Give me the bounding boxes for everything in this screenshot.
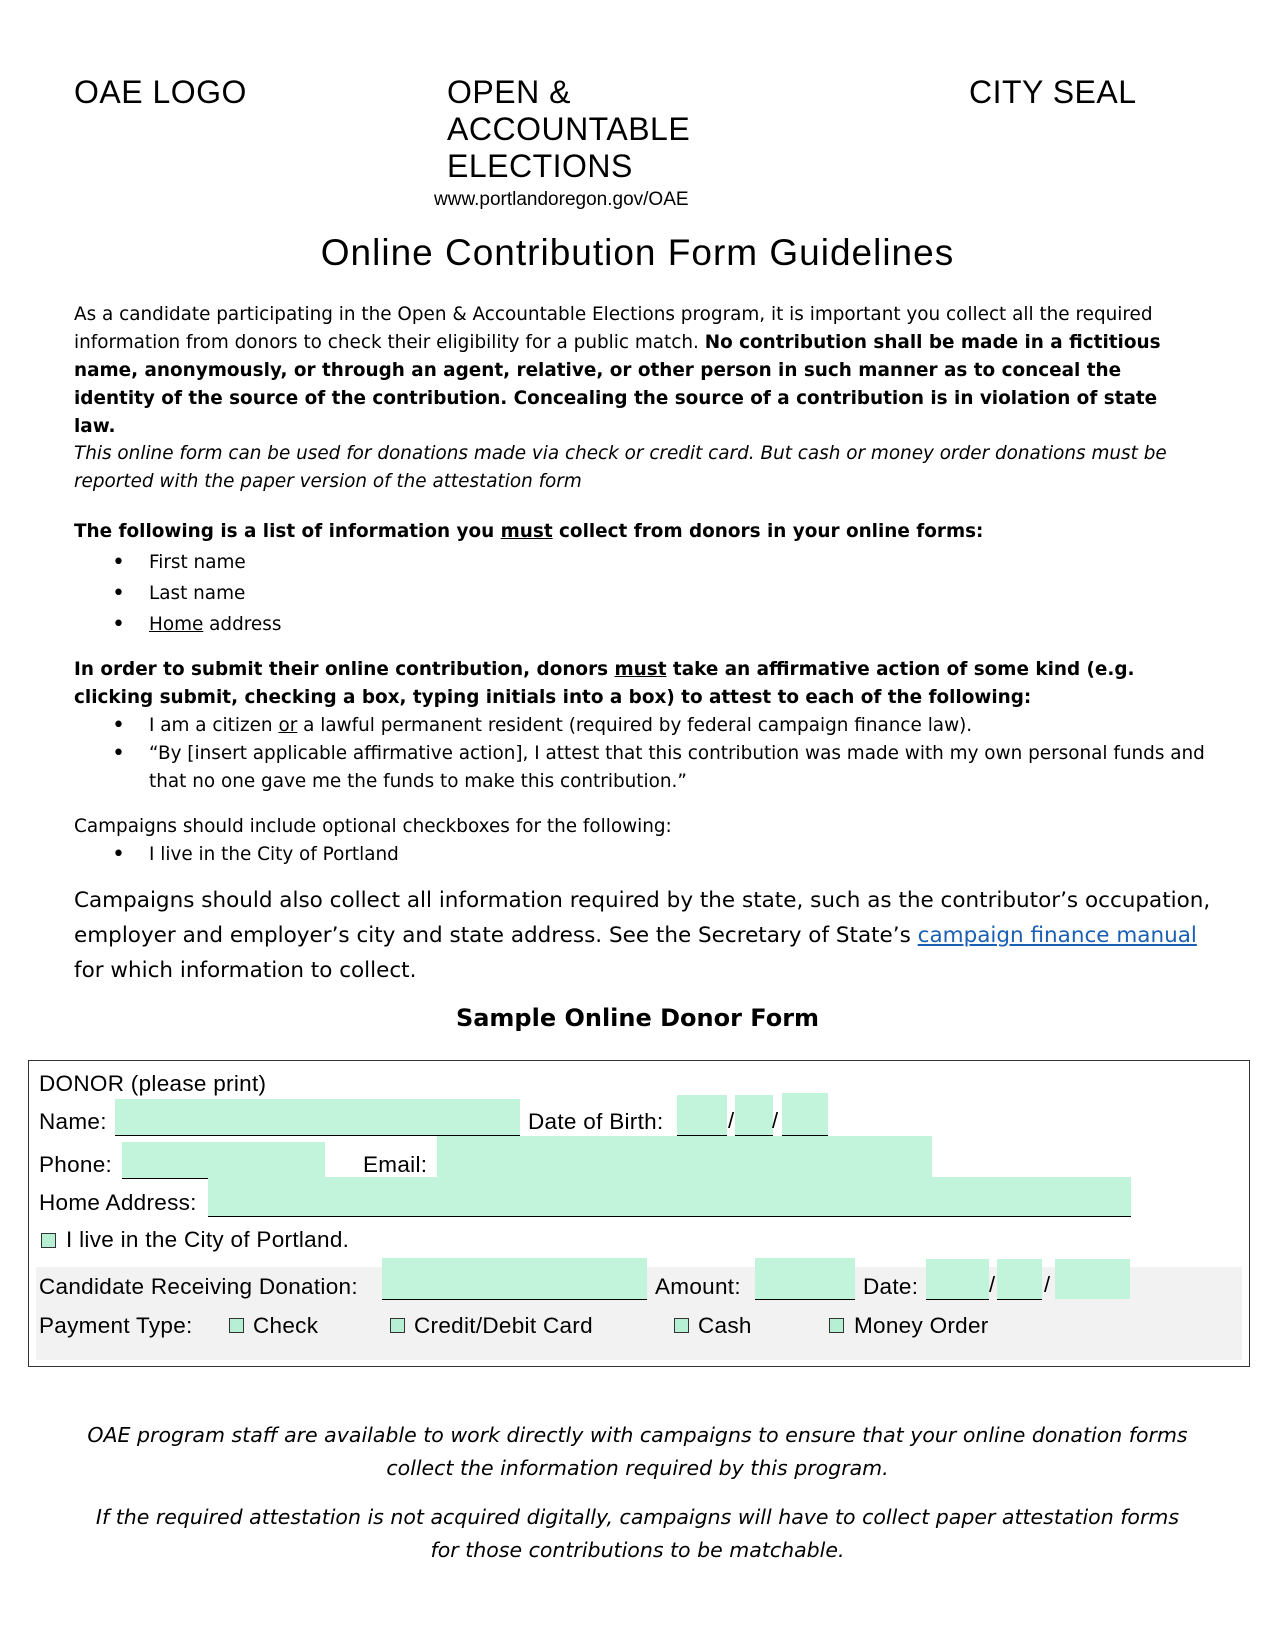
portland-resident-checkbox[interactable] <box>41 1233 56 1248</box>
donor-label: DONOR (please print) <box>39 1071 267 1096</box>
program-title-line: ACCOUNTABLE <box>447 111 691 147</box>
must-collect-heading: The following is a list of information you <box>74 521 501 542</box>
portland-resident-label: I live in the City of Portland. <box>66 1227 350 1252</box>
name-label: Name: <box>39 1109 107 1134</box>
dob-day-field[interactable] <box>735 1095 773 1136</box>
campaign-finance-manual-link[interactable]: campaign finance manual <box>917 923 1197 948</box>
payment-cash-label: Cash <box>698 1313 752 1338</box>
dob-month-field[interactable] <box>677 1095 727 1136</box>
item-text: address <box>203 614 282 635</box>
date-label: Date: <box>863 1274 919 1299</box>
payment-check-label: Check <box>253 1313 319 1338</box>
payment-money-order-label: Money Order <box>854 1313 989 1338</box>
payment-card-label: Credit/Debit Card <box>414 1313 593 1338</box>
donation-date-year-field[interactable] <box>1055 1259 1130 1299</box>
home-address-field[interactable] <box>208 1177 1131 1217</box>
oae-logo-placeholder: OAE LOGO <box>74 74 247 110</box>
optional-heading: Campaigns should include optional checkboxes for the following: <box>74 816 672 837</box>
item-text: a lawful permanent resident (required by federal campaign finance law). <box>297 715 973 736</box>
dob-label: Date of Birth: <box>528 1109 664 1134</box>
program-url: www.portlandoregon.gov/OAE <box>434 189 689 210</box>
payment-card-checkbox[interactable] <box>390 1318 405 1333</box>
amount-label: Amount: <box>655 1274 741 1299</box>
attest-heading: In order to submit their online contribution, donors <box>74 659 615 680</box>
item-text: I am a citizen <box>149 715 279 736</box>
attest-section <box>74 656 1214 796</box>
email-field[interactable] <box>437 1136 932 1179</box>
footer-staff-note: OAE program staff are available to work directly with campaigns to ensure that your online donation forms collect the information required by this program. <box>87 1423 1188 1480</box>
or-emphasis: or <box>278 715 298 736</box>
payment-type-label: Payment Type: <box>39 1313 193 1338</box>
payment-cash-checkbox[interactable] <box>674 1318 689 1333</box>
state-info-text-end: for which information to collect. <box>74 958 417 983</box>
list-item: • “By [insert applicable affirmative action], I attest that this contribution was made with my own personal funds and that no one gave me the funds to make this contribution.” <box>74 740 1214 796</box>
state-info-paragraph <box>74 883 1214 988</box>
name-field[interactable] <box>115 1099 520 1136</box>
footer-attestation-note: If the required attestation is not acquired digitally, campaigns will have to collect paper attestation forms for those contributions to be matchable. <box>95 1505 1180 1562</box>
donation-date-day-field[interactable] <box>997 1259 1042 1300</box>
payment-money-order-checkbox[interactable] <box>829 1318 844 1333</box>
program-title-line: OPEN & <box>447 74 571 110</box>
candidate-label: Candidate Receiving Donation: <box>39 1274 358 1299</box>
optional-section <box>74 813 1204 869</box>
list-item <box>74 712 1214 740</box>
list-item: • I live in the City of Portland <box>74 841 1204 869</box>
must-collect-heading-end: collect from donors in your online forms: <box>552 521 984 542</box>
home-emphasis: Home <box>149 614 204 635</box>
dob-year-field[interactable] <box>782 1093 828 1136</box>
program-title-line: ELECTIONS <box>447 148 633 184</box>
date-separator: / <box>772 1108 779 1133</box>
home-address-label: Home Address: <box>39 1190 197 1215</box>
intro-paragraph <box>74 301 1204 441</box>
must-emphasis: must <box>500 521 553 542</box>
list-item: • First name <box>74 547 1204 578</box>
sample-form-title: Sample Online Donor Form <box>455 1004 820 1032</box>
attest-heading-end: take an affirmative action of some kind (e.g. clicking submit, checking a box, typing initials into a box) to attest to each of the following: <box>74 659 1135 708</box>
list-item <box>74 609 1204 640</box>
donation-date-month-field[interactable] <box>926 1259 989 1300</box>
page-title: Online Contribution Form Guidelines <box>320 232 955 273</box>
date-separator: / <box>1044 1272 1051 1297</box>
candidate-field[interactable] <box>382 1258 647 1300</box>
program-title <box>447 74 690 185</box>
date-separator: / <box>989 1272 996 1297</box>
city-seal-placeholder: CITY SEAL <box>969 74 1137 110</box>
state-info-text: Campaigns should also collect all information required by the state, such as the contributor’s occupation, employer and employer’s city and state address. See the Secretary of State’s <box>74 888 1211 948</box>
list-item: • Last name <box>74 578 1204 609</box>
must-emphasis: must <box>614 659 667 680</box>
phone-label: Phone: <box>39 1152 113 1177</box>
payment-check-checkbox[interactable] <box>229 1318 244 1333</box>
intro-warning: No contribution shall be made in a fictitious name, anonymously, or through an agent, relative, or other person in such manner as to conceal the identity of the source of the contribution. Concealing the source of a contribution is in violation of state law. <box>74 332 1161 437</box>
amount-field[interactable] <box>755 1258 855 1300</box>
email-label: Email: <box>363 1152 428 1177</box>
payment-note: This online form can be used for donations made via check or credit card. But cash or money order donations must be reported with the paper version of the attestation form <box>74 443 1167 492</box>
intro-text: As a candidate participating in the Open & Accountable Elections program, it is important you collect all the required information from donors to check their eligibility for a public match. <box>74 304 1153 353</box>
must-collect-section <box>74 518 1204 640</box>
phone-field[interactable] <box>122 1142 325 1179</box>
date-separator: / <box>728 1108 735 1133</box>
